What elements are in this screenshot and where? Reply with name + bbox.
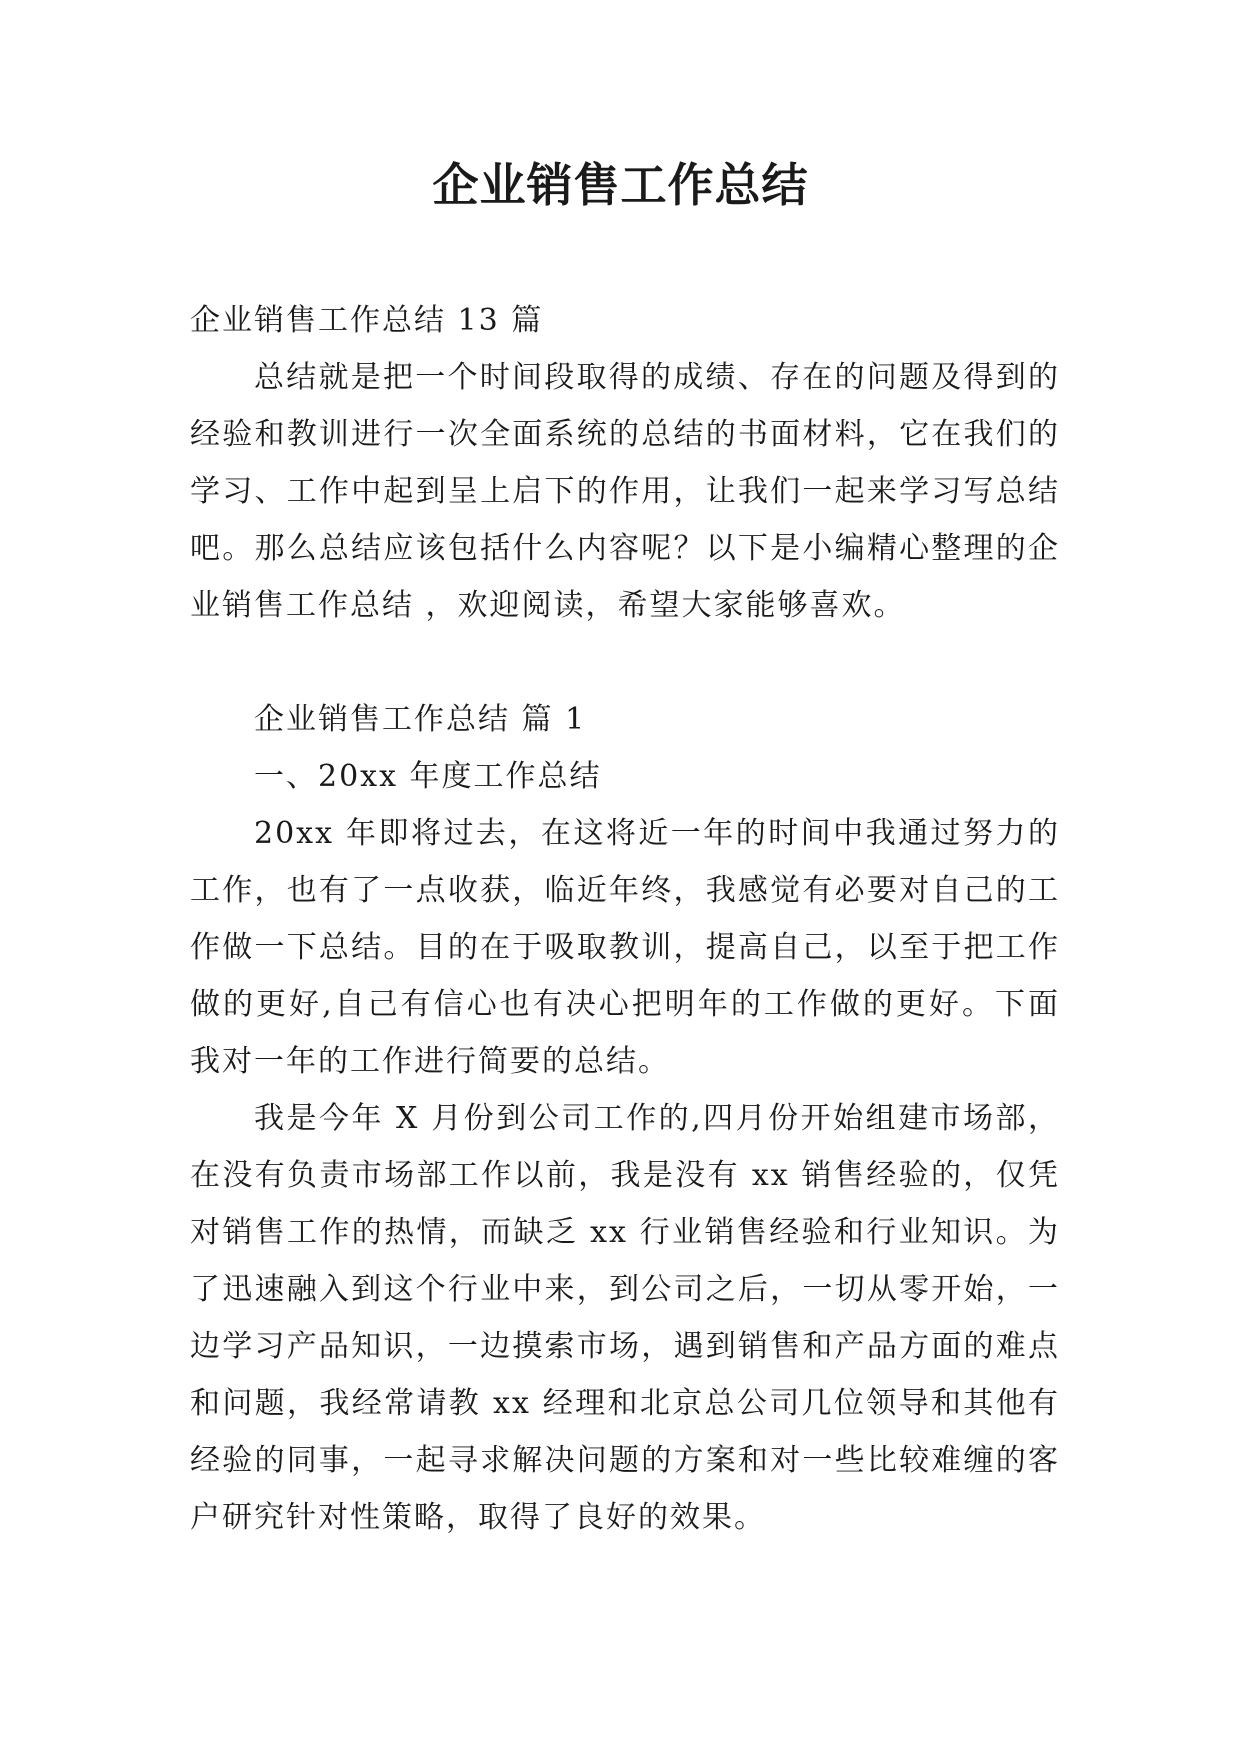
document-title: 企业销售工作总结 (432, 158, 809, 212)
document-body (190, 292, 1060, 1546)
body-paragraph-1: 20xx 年即将过去，在这将近一年的时间中我通过努力的工作，也有了一点收获，临近年终，我感觉有必要对自己的工作做一下总结。目的在于吸取教训，提高自己，以至于把工作做的更好,自己有信心也有决心把明年的工作做的更好。下面我对一年的工作进行简要的总结。 (190, 816, 1060, 1079)
document-subtitle: 企业销售工作总结 13 篇 (190, 303, 544, 338)
intro-paragraph: 总结就是把一个时间段取得的成绩、存在的问题及得到的经验和教训进行一次全面系统的总结的书面材料，它在我们的学习、工作中起到呈上启下的作用，让我们一起来学习写总结吧。那么总结应该包括什么内容呢？以下是小编精心整理的企业销售工作总结 ，欢迎阅读，希望大家能够喜欢。 (190, 360, 1060, 623)
sub-heading: 一、20xx 年度工作总结 (254, 759, 602, 794)
section-heading: 企业销售工作总结 篇 1 (254, 702, 587, 737)
body-paragraph-2: 我是今年 X 月份到公司工作的,四月份开始组建市场部，在没有负责市场部工作以前，我是没有 xx 销售经验的，仅凭对销售工作的热情，而缺乏 xx 行业销售经验和行业知识。为了迅速融入到这个行业中来，到公司之后，一切从零开始，一边学习产品知识，一边摸索市场，遇到销售和产品方面的难点和问题，我经常请教 xx 经理和北京总公司几位领导和其他有经验的同事，一起寻求解决问题的方案和对一些比较难缠的客户研究针对性策略，取得了良好的效果。 (190, 1101, 1060, 1535)
